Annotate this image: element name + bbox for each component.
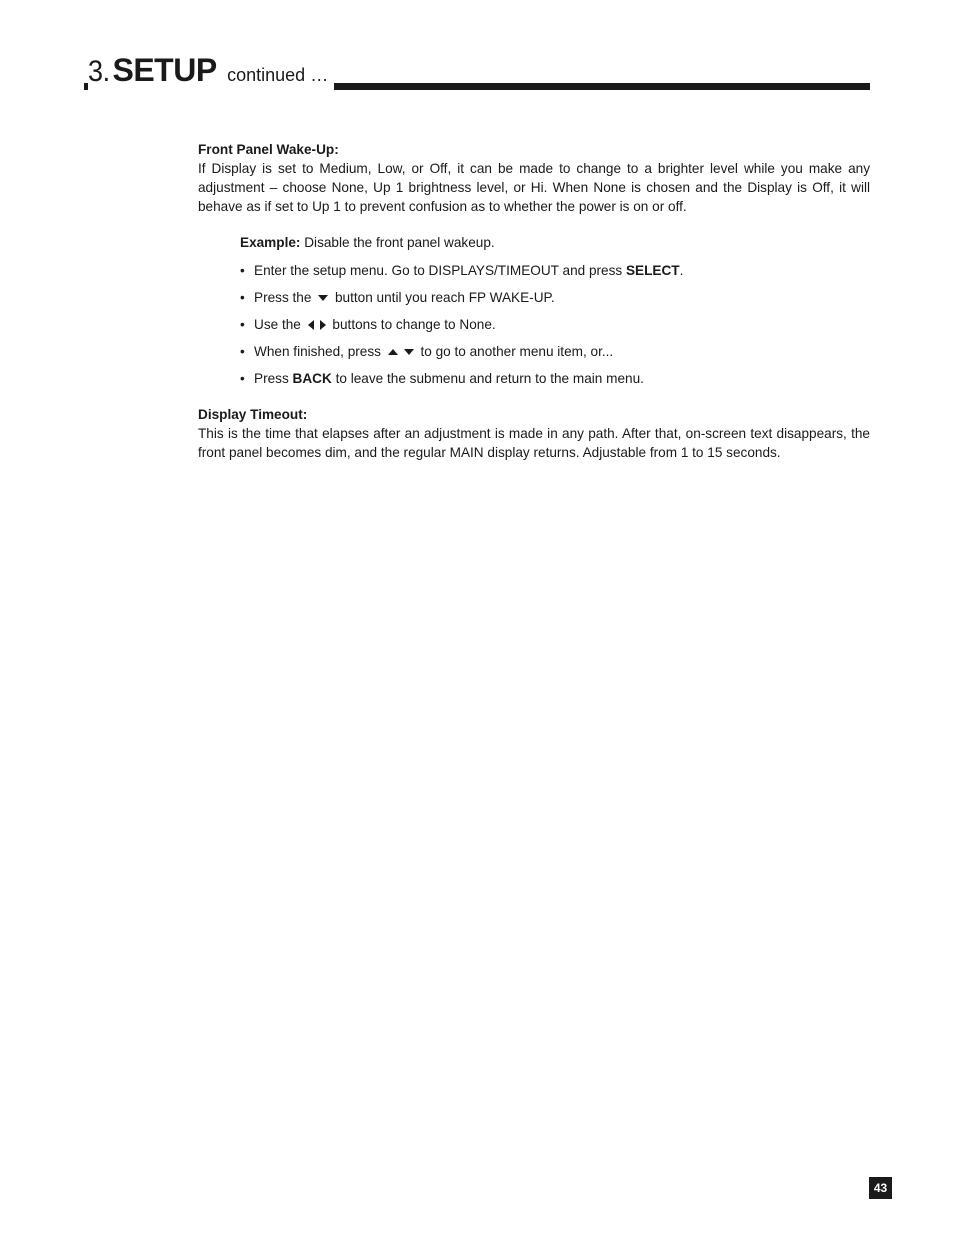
- left-arrow-icon: [308, 320, 314, 330]
- bullet-dot: •: [240, 263, 245, 278]
- bullet-dot: •: [240, 371, 245, 386]
- bullet-dot: •: [240, 344, 245, 359]
- list-item: [240, 315, 870, 334]
- example-text: Disable the front panel wakeup.: [304, 235, 495, 250]
- list-item-text-post: to go to another menu item, or...: [420, 344, 614, 359]
- list-item: [240, 342, 870, 361]
- chapter-number: 3.: [88, 55, 110, 88]
- chapter-name: SETUP: [112, 52, 217, 88]
- instruction-list: [240, 261, 870, 388]
- section-paragraph-front-panel-wakeup: If Display is set to Medium, Low, or Off, it can be made to change to a brighter level while you make any adjustment – choose None, Up 1 brightness level, or Hi. When None is chosen and the Display is Off, it will behave as if set to Up 1 to prevent confusion as to whether the power is on or off.: [198, 161, 870, 214]
- bullet-dot: •: [240, 290, 245, 305]
- section-heading-front-panel-wakeup: Front Panel Wake-Up:: [198, 142, 339, 157]
- list-item-text-pre: Use the: [254, 317, 301, 332]
- list-item: [240, 288, 870, 307]
- down-arrow-icon: [404, 349, 414, 355]
- up-arrow-icon: [388, 349, 398, 355]
- list-item-text-pre: Press the: [254, 290, 312, 305]
- list-item-text-post: button until you reach FP WAKE-UP.: [334, 290, 555, 305]
- list-item-text-pre: Press: [254, 371, 293, 386]
- bullet-dot: •: [240, 317, 245, 332]
- list-item-text-pre: Enter the setup menu. Go to DISPLAYS/TIMEOUT and press: [254, 263, 626, 278]
- list-item-text-post: buttons to change to None.: [332, 317, 496, 332]
- section-heading-display-timeout: Display Timeout:: [198, 407, 308, 422]
- list-item-text-post: .: [679, 263, 684, 278]
- page-header: [88, 52, 870, 92]
- list-item: [240, 261, 870, 280]
- down-arrow-icon: [318, 295, 328, 301]
- right-arrow-icon: [320, 320, 326, 330]
- example-line: [240, 233, 870, 252]
- chapter-continued: continued …: [227, 65, 329, 85]
- list-item: [240, 369, 870, 388]
- example-label: Example:: [240, 235, 301, 250]
- section-paragraph-display-timeout: This is the time that elapses after an adjustment is made in any path. After that, on-screen text disappears, the front panel becomes dim, and the regular MAIN display returns. Adjustable from 1 to 15 seconds.: [198, 426, 870, 460]
- chapter-title: [88, 52, 334, 95]
- section-display-timeout: [198, 405, 870, 462]
- page-number-badge: 43: [869, 1177, 892, 1199]
- page-content: [198, 140, 870, 462]
- back-key-label: BACK: [292, 371, 332, 386]
- list-item-text-pre: When finished, press: [254, 344, 381, 359]
- select-key-label: SELECT: [625, 263, 680, 278]
- list-item-text-post: to leave the submenu and return to the main menu.: [331, 371, 644, 386]
